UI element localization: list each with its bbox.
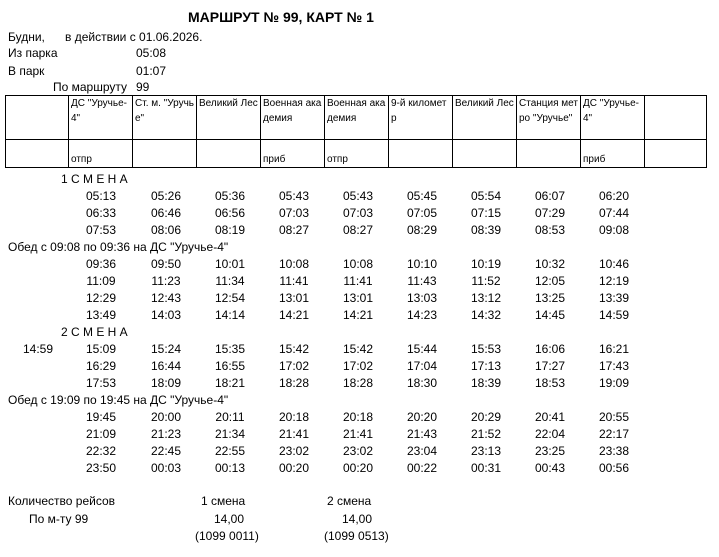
stop-name: Военная академия: [261, 96, 325, 140]
departure-time: 16:55: [214, 359, 246, 373]
departure-time: 22:55: [214, 444, 246, 458]
trip-row: [0, 426, 719, 443]
departure-time: 20:55: [598, 410, 630, 424]
departure-time: 06:33: [85, 206, 117, 220]
departure-time: 12:43: [150, 291, 182, 305]
departure-time: 08:53: [534, 223, 566, 237]
departure-time: 05:43: [278, 189, 310, 203]
trip-row: [0, 307, 719, 324]
departure-time: 17:13: [470, 359, 502, 373]
stop-name: ДС "Уручье-4": [69, 96, 133, 140]
departure-time: 09:36: [85, 257, 117, 271]
departure-time: 14:21: [278, 308, 310, 322]
day-type: Будни,: [8, 30, 45, 44]
departure-time: 14:03: [150, 308, 182, 322]
departure-time: 05:45: [406, 189, 438, 203]
route-label: По маршруту: [53, 80, 128, 94]
stop-name: Военная академия: [325, 96, 389, 140]
shift1-label-text: 1 С М Е Н А: [61, 172, 128, 186]
departure-time: 11:23: [151, 274, 181, 288]
stops-header-table: [5, 95, 707, 168]
stop-name: Великий Лес: [197, 96, 261, 140]
departure-time: 15:44: [406, 342, 438, 356]
departure-time: 08:06: [150, 223, 182, 237]
departure-time: 10:46: [598, 257, 630, 271]
departure-time: 13:03: [406, 291, 438, 305]
header-blank-cell: [6, 96, 69, 140]
valid-from: в действии с 01.06.2026.: [65, 30, 203, 44]
departure-time: 15:42: [342, 342, 374, 356]
departure-time: 11:09: [86, 274, 116, 288]
trip-row: [0, 290, 719, 307]
shift1-trip-count: 14,00: [214, 512, 245, 526]
departure-time: 12:05: [534, 274, 566, 288]
shift1-summary-label: 1 смена: [201, 494, 246, 508]
shift2-label: [0, 324, 719, 341]
departure-time: 05:26: [150, 189, 182, 203]
trip-row: [0, 460, 719, 477]
departure-time: 20:11: [215, 410, 245, 424]
departure-time: 16:44: [150, 359, 182, 373]
departure-time: 20:18: [342, 410, 374, 424]
departure-time: 09:50: [150, 257, 182, 271]
departure-time: 14:32: [470, 308, 502, 322]
departure-time: 15:42: [278, 342, 310, 356]
departure-time: 13:12: [470, 291, 502, 305]
stop-name: ДС "Уручье-4": [581, 96, 645, 140]
departure-time: 20:29: [470, 410, 502, 424]
departure-time: 07:29: [534, 206, 566, 220]
departure-time: 18:53: [534, 376, 566, 390]
departure-time: 18:30: [406, 376, 438, 390]
departure-time: 08:27: [278, 223, 310, 237]
header-blank-cell: [645, 140, 707, 168]
stop-mark: отпр: [325, 140, 389, 168]
departure-time: 18:21: [214, 376, 246, 390]
departure-time: 14:21: [342, 308, 374, 322]
departure-time: 14:14: [214, 308, 246, 322]
shift1-code: (1099 0011): [195, 529, 259, 543]
departure-time: 15:09: [85, 342, 117, 356]
departure-time: 18:39: [470, 376, 502, 390]
departure-time: 10:01: [214, 257, 246, 271]
route-summary-label: По м-ту 99: [29, 512, 89, 526]
departure-time: 00:03: [150, 461, 182, 475]
departure-time: 22:04: [534, 427, 566, 441]
departure-time: 20:18: [278, 410, 310, 424]
trip-row: [0, 358, 719, 375]
departure-time: 22:17: [598, 427, 630, 441]
departure-time: 06:07: [534, 189, 566, 203]
departure-time: 07:03: [278, 206, 310, 220]
departure-time: 00:31: [470, 461, 502, 475]
departure-time: 05:54: [470, 189, 502, 203]
departure-time: 17:27: [534, 359, 566, 373]
trip-row: [0, 443, 719, 460]
departure-time: 00:22: [406, 461, 438, 475]
stop-mark: [453, 140, 517, 168]
departure-time: 09:08: [598, 223, 630, 237]
departure-time: 13:25: [534, 291, 566, 305]
trip-row: [0, 409, 719, 426]
departure-time: 07:03: [342, 206, 374, 220]
departure-time: 10:08: [278, 257, 310, 271]
trip-row: [0, 188, 719, 205]
departure-time: 07:44: [598, 206, 630, 220]
departure-time: 23:25: [534, 444, 566, 458]
shift1-break-note-text: Обед с 09:08 по 09:36 на ДС "Уручье-4": [8, 240, 229, 254]
departure-time: 05:43: [342, 189, 374, 203]
header-blank-cell: [645, 96, 707, 140]
shift1-break-note: [0, 239, 719, 256]
departure-time: 08:39: [470, 223, 502, 237]
departure-time: 21:34: [214, 427, 246, 441]
departure-time: 23:04: [406, 444, 438, 458]
stop-mark: [517, 140, 581, 168]
departure-time: 16:06: [534, 342, 566, 356]
to-park-time: 01:07: [136, 64, 167, 78]
stop-name: Станция метро "Уручье": [517, 96, 581, 140]
departure-time: 00:56: [598, 461, 630, 475]
departure-time: 08:29: [406, 223, 438, 237]
header-blank-cell: [6, 140, 69, 168]
stop-name: Великий Лес: [453, 96, 517, 140]
departure-time: 06:20: [598, 189, 630, 203]
departure-time: 20:20: [406, 410, 438, 424]
departure-time: 15:53: [470, 342, 502, 356]
trip-row: [0, 205, 719, 222]
departure-time: 17:04: [406, 359, 438, 373]
page-title: МАРШРУТ № 99, КАРТ № 1: [188, 9, 374, 25]
departure-time: 06:56: [214, 206, 246, 220]
departure-time: 15:24: [150, 342, 182, 356]
departure-time: 00:43: [534, 461, 566, 475]
stop-mark: [197, 140, 261, 168]
departure-time: 23:02: [278, 444, 310, 458]
shift2-trip-count: 14,00: [342, 512, 373, 526]
departure-time: 14:23: [406, 308, 438, 322]
departure-time: 10:10: [406, 257, 438, 271]
departure-time: 21:43: [406, 427, 438, 441]
departure-time: 20:00: [150, 410, 182, 424]
departure-time: 08:19: [214, 223, 246, 237]
departure-time: 18:09: [150, 376, 182, 390]
stop-mark: приб: [261, 140, 325, 168]
stop-name: Ст. м. "Уручье": [133, 96, 197, 140]
departure-time: 11:43: [407, 274, 437, 288]
departure-time: 23:38: [598, 444, 630, 458]
departure-time: 19:09: [598, 376, 630, 390]
departure-time: 12:19: [598, 274, 630, 288]
departure-time: 10:32: [534, 257, 566, 271]
departure-time: 12:29: [85, 291, 117, 305]
departure-time: 16:21: [598, 342, 630, 356]
departure-time: 21:52: [470, 427, 502, 441]
departure-time: 00:20: [278, 461, 310, 475]
departure-time: 13:39: [598, 291, 630, 305]
departure-time: 20:41: [534, 410, 566, 424]
departure-time: 18:28: [278, 376, 310, 390]
departure-time: 13:49: [85, 308, 117, 322]
departure-time: 05:36: [214, 189, 246, 203]
departure-time: 21:41: [278, 427, 310, 441]
departure-time: 17:43: [598, 359, 630, 373]
shift2-break-note-text: Обед с 19:09 по 19:45 на ДС "Уручье-4": [8, 393, 229, 407]
departure-time: 22:45: [150, 444, 182, 458]
departure-time: 17:53: [85, 376, 117, 390]
departure-time: 10:19: [470, 257, 502, 271]
departure-time: 10:08: [342, 257, 374, 271]
departure-time: 14:59: [598, 308, 630, 322]
departure-time: 07:15: [470, 206, 502, 220]
departure-time: 23:02: [342, 444, 374, 458]
departure-time: 22:32: [85, 444, 117, 458]
stop-mark: отпр: [69, 140, 133, 168]
departure-time: 12:54: [214, 291, 246, 305]
departure-time: 07:05: [406, 206, 438, 220]
departure-time: 11:34: [215, 274, 245, 288]
from-park-time: 05:08: [136, 46, 167, 60]
departure-time: 00:13: [214, 461, 246, 475]
shift2-code: (1099 0513): [324, 529, 389, 543]
departure-time: 05:13: [85, 189, 117, 203]
departure-time: 19:45: [85, 410, 117, 424]
departure-time: 14:45: [534, 308, 566, 322]
shift1-label: [0, 171, 719, 188]
trip-row: [0, 222, 719, 239]
departure-time: 08:27: [342, 223, 374, 237]
departure-time: 18:28: [342, 376, 374, 390]
shift2-summary-label: 2 смена: [327, 494, 372, 508]
from-park-label: Из парка: [8, 46, 58, 60]
departure-time: 13:01: [278, 291, 310, 305]
departure-time: 23:50: [85, 461, 117, 475]
departure-time: 21:23: [150, 427, 182, 441]
departure-time: 06:46: [150, 206, 182, 220]
stop-mark: приб: [581, 140, 645, 168]
shift2-label-text: 2 С М Е Н А: [61, 325, 128, 339]
to-park-label: В парк: [8, 64, 45, 78]
departure-time: 11:52: [471, 274, 501, 288]
departure-time: 15:35: [214, 342, 246, 356]
departure-time: 07:53: [85, 223, 117, 237]
departure-time: 23:13: [470, 444, 502, 458]
departure-time: 17:02: [278, 359, 310, 373]
stop-name: 9-й километр: [389, 96, 453, 140]
departure-time: 11:41: [343, 274, 373, 288]
stop-mark: [389, 140, 453, 168]
departure-time: 11:41: [279, 274, 309, 288]
shift2-break-note: [0, 392, 719, 409]
trip-row: [0, 273, 719, 290]
departure-time: 21:09: [85, 427, 117, 441]
trip-row: [0, 256, 719, 273]
departure-time: 21:41: [342, 427, 374, 441]
shift-start-time: 14:59: [23, 342, 54, 356]
departure-time: 00:20: [342, 461, 374, 475]
route-number: 99: [136, 80, 150, 94]
departure-time: 17:02: [342, 359, 374, 373]
departure-time: 16:29: [85, 359, 117, 373]
trip-row: [0, 341, 719, 358]
trips-count-label: Количество рейсов: [8, 494, 116, 508]
trip-row: [0, 375, 719, 392]
stop-mark: [133, 140, 197, 168]
departure-time: 13:01: [342, 291, 374, 305]
